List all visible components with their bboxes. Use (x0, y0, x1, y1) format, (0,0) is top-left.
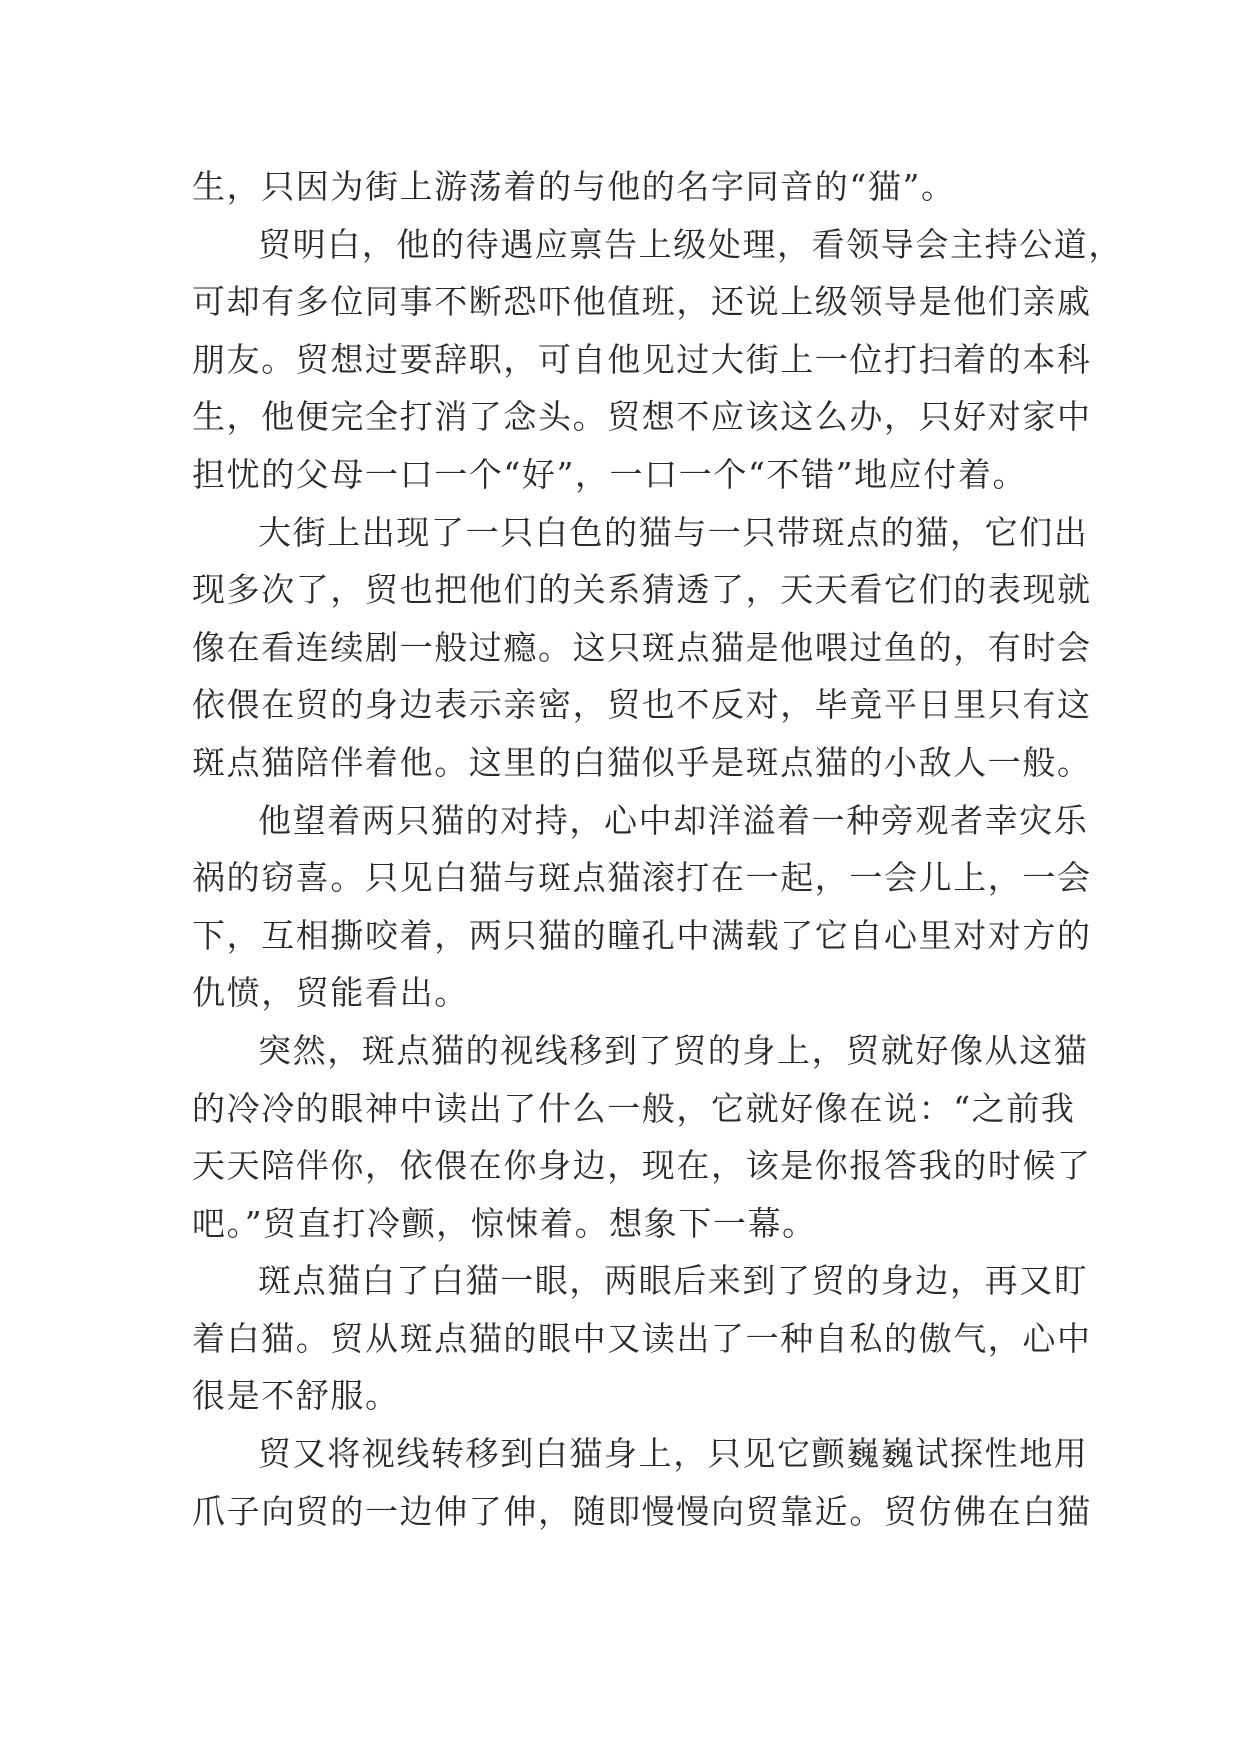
text-line: 天天陪伴你，依偎在你身边，现在，该是你报答我的时候了 (192, 1146, 1092, 1186)
text-line: 贸又将视线转移到白猫身上，只见它颤巍巍试探性地用 (258, 1434, 1089, 1474)
text-line: 吧。”贸直打冷颤，惊悚着。想象下一幕。 (192, 1203, 817, 1243)
text-line: 担忧的父母一口一个“好”，一口一个“不错”地应付着。 (192, 454, 1028, 494)
text-line: 依偎在贸的身边表示亲密，贸也不反对，毕竟平日里只有这 (192, 685, 1092, 725)
text-line: 大街上出现了一只白色的猫与一只带斑点的猫，它们出 (258, 512, 1089, 552)
text-line: 祸的窃喜。只见白猫与斑点猫滚打在一起，一会儿上，一会 (192, 858, 1092, 898)
text-line: 斑点猫白了白猫一眼，两眼后来到了贸的身边，再又盯 (258, 1261, 1089, 1301)
text-line: 下，互相撕咬着，两只猫的瞳孔中满载了它自心里对对方的 (192, 915, 1092, 955)
text-line: 可却有多位同事不断恐吓他值班，还说上级领导是他们亲戚 (192, 282, 1092, 322)
text-line: 斑点猫陪伴着他。这里的白猫似乎是斑点猫的小敌人一般。 (192, 742, 1092, 782)
text-line: 像在看连续剧一般过瘾。这只斑点猫是他喂过鱼的，有时会 (192, 627, 1092, 667)
text-line: 生，他便完全打消了念头。贸想不应该这么办，只好对家中 (192, 397, 1092, 437)
text-line: 现多次了，贸也把他们的关系猜透了，天天看它们的表现就 (192, 570, 1092, 610)
text-line: 生，只因为街上游荡着的与他的名字同音的“猫”。 (192, 167, 956, 206)
text-line: 爪子向贸的一边伸了伸，随即慢慢向贸靠近。贸仿佛在白猫 (192, 1491, 1092, 1531)
text-line: 贸明白，他的待遇应禀告上级处理，看领导会主持公道， (258, 224, 1123, 264)
text-line: 着白猫。贸从斑点猫的眼中又读出了一种自私的傲气，心中 (192, 1318, 1092, 1358)
text-line: 他望着两只猫的对持，心中却洋溢着一种旁观者幸灾乐 (258, 800, 1089, 840)
text-line: 仇愤，贸能看出。 (192, 973, 469, 1013)
text-line: 很是不舒服。 (192, 1376, 400, 1416)
text-line: 朋友。贸想过要辞职，可自他见过大街上一位打扫着的本科 (192, 339, 1092, 379)
text-line: 的冷冷的眼神中读出了什么一般，它就好像在说：“之前我 (192, 1088, 1076, 1128)
body-text (192, 158, 1123, 1540)
text-line: 突然，斑点猫的视线移到了贸的身上，贸就好像从这猫 (258, 1030, 1089, 1070)
